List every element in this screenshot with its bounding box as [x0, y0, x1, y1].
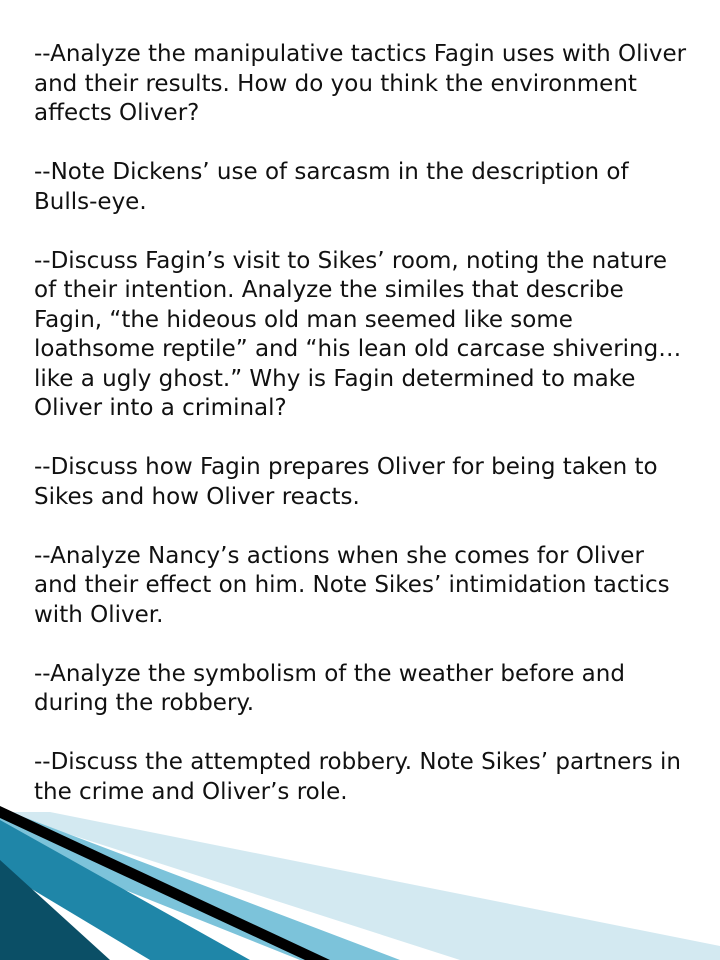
question-paragraph: --Note Dickens’ use of sarcasm in the description of Bulls-eye. — [34, 159, 629, 215]
question-paragraph: --Discuss how Fagin prepares Oliver for being taken to Sikes and how Oliver reacts. — [34, 454, 658, 510]
question-paragraph: --Analyze the symbolism of the weather before and during the robbery. — [34, 660, 625, 716]
discussion-questions — [34, 40, 694, 837]
swoosh-mid-band — [0, 820, 250, 960]
swoosh-dark-band — [0, 860, 110, 960]
question-paragraph: --Analyze Nancy’s actions when she comes for Oliver and their effect on him. Note Sikes’ intimidation tactics with Oliver. — [34, 542, 670, 628]
question-paragraph: --Discuss Fagin’s visit to Sikes’ room, noting the nature of their intention. Analyze the similes that describe Fagin, “the hideous old man seemed like some loathsome reptile” and “his lean old carcase shivering… like a ugly ghost.” Why is Fagin determined to make Oliver into a criminal? — [34, 247, 682, 421]
question-paragraph: --Discuss the attempted robbery. Note Sikes’ partners in the crime and Oliver’s role. — [34, 749, 681, 805]
question-paragraph: --Analyze the manipulative tactics Fagin uses with Oliver and their results. How do you think the environment affects Oliver? — [34, 41, 687, 126]
